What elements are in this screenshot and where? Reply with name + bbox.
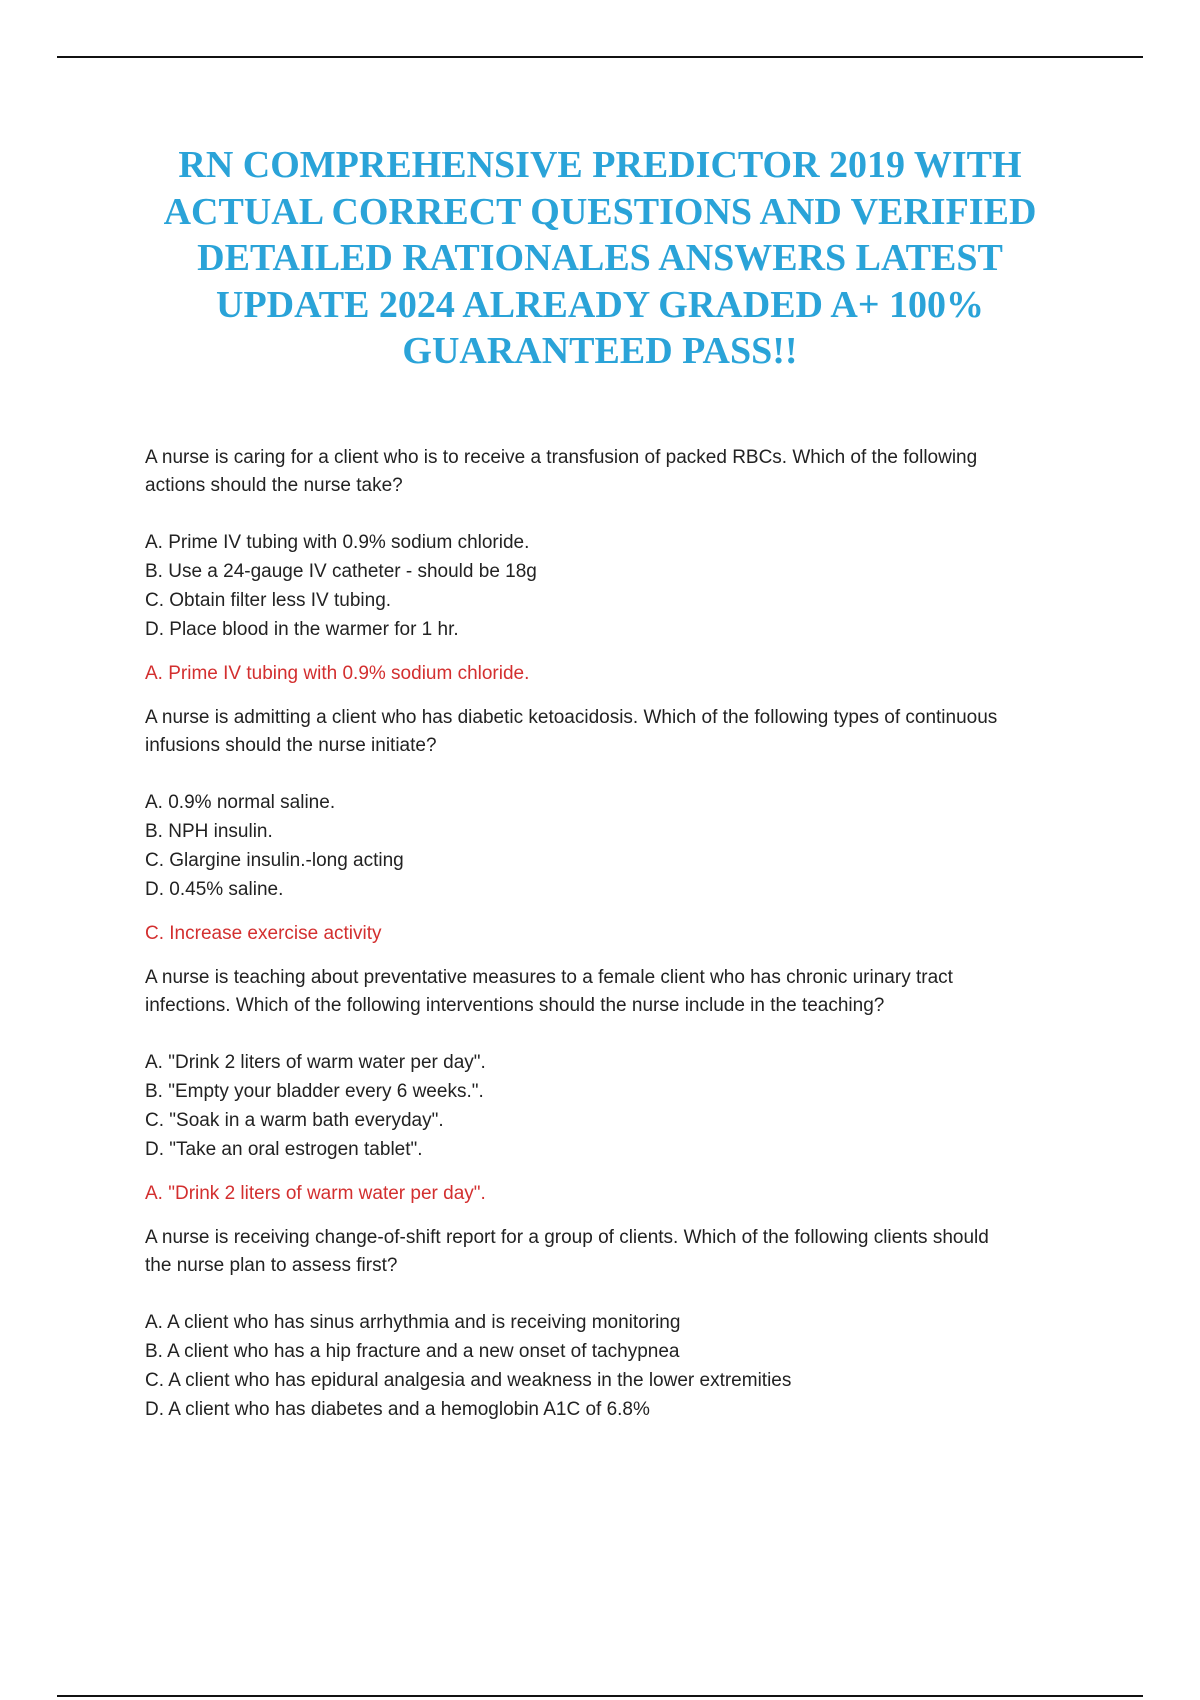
question-line: the nurse plan to assess first? bbox=[145, 1255, 398, 1276]
title-line: RN COMPREHENSIVE PREDICTOR 2019 WITH bbox=[178, 144, 1022, 186]
options-list bbox=[145, 1308, 1080, 1424]
question-text bbox=[145, 964, 1080, 1020]
option-b: B. Use a 24-gauge IV catheter - should be 18g bbox=[145, 561, 537, 582]
question-line: infections. Which of the following interventions should the nurse include in the teaching? bbox=[145, 995, 885, 1016]
question-line: A nurse is caring for a client who is to receive a transfusion of packed RBCs. Which of the following bbox=[145, 447, 978, 468]
options-list bbox=[145, 528, 1080, 644]
question-line: A nurse is receiving change-of-shift report for a group of clients. Which of the following clients should bbox=[145, 1227, 989, 1248]
option-d: D. "Take an oral estrogen tablet". bbox=[145, 1139, 423, 1160]
option-a: A. 0.9% normal saline. bbox=[145, 792, 336, 813]
option-a: A. A client who has sinus arrhythmia and is receiving monitoring bbox=[145, 1312, 681, 1333]
option-c: C. "Soak in a warm bath everyday". bbox=[145, 1110, 444, 1131]
question-block-3 bbox=[145, 964, 1080, 1208]
option-c: C. A client who has epidural analgesia and weakness in the lower extremities bbox=[145, 1370, 792, 1391]
answer-text: A. Prime IV tubing with 0.9% sodium chloride. bbox=[145, 663, 530, 684]
option-a: A. Prime IV tubing with 0.9% sodium chloride. bbox=[145, 532, 530, 553]
option-a: A. "Drink 2 liters of warm water per day". bbox=[145, 1052, 486, 1073]
question-line: A nurse is teaching about preventative measures to a female client who has chronic urinary tract bbox=[145, 967, 953, 988]
question-text bbox=[145, 704, 1080, 760]
question-block-4 bbox=[145, 1224, 1080, 1424]
option-b: B. "Empty your bladder every 6 weeks.". bbox=[145, 1081, 484, 1102]
bottom-rule bbox=[57, 1695, 1143, 1697]
top-rule bbox=[57, 56, 1143, 58]
option-b: B. NPH insulin. bbox=[145, 821, 273, 842]
question-line: A nurse is admitting a client who has diabetic ketoacidosis. Which of the following types of continuous bbox=[145, 707, 998, 728]
option-d: D. A client who has diabetes and a hemoglobin A1C of 6.8% bbox=[145, 1399, 650, 1420]
question-block-2 bbox=[145, 704, 1080, 948]
options-list bbox=[145, 1048, 1080, 1164]
title-line: ACTUAL CORRECT QUESTIONS AND VERIFIED bbox=[163, 190, 1037, 233]
questions-list bbox=[145, 444, 1080, 1424]
question-text bbox=[145, 1224, 1080, 1280]
option-c: C. Obtain filter less IV tubing. bbox=[145, 590, 392, 611]
question-block-1 bbox=[145, 444, 1080, 688]
document-title bbox=[120, 142, 1080, 375]
title-line: DETAILED RATIONALES ANSWERS LATEST bbox=[197, 237, 1003, 279]
options-list bbox=[145, 788, 1080, 904]
option-c: C. Glargine insulin.-long acting bbox=[145, 850, 404, 871]
option-d: D. 0.45% saline. bbox=[145, 879, 284, 900]
answer-text: C. Increase exercise activity bbox=[145, 923, 382, 944]
title-line: GUARANTEED PASS!! bbox=[402, 330, 798, 372]
question-line: actions should the nurse take? bbox=[145, 475, 403, 496]
question-text bbox=[145, 444, 1080, 500]
answer-text: A. "Drink 2 liters of warm water per day". bbox=[145, 1183, 486, 1204]
question-line: infusions should the nurse initiate? bbox=[145, 735, 437, 756]
title-line: UPDATE 2024 ALREADY GRADED A+ 100% bbox=[216, 283, 984, 326]
option-d: D. Place blood in the warmer for 1 hr. bbox=[145, 619, 459, 640]
option-b: B. A client who has a hip fracture and a new onset of tachypnea bbox=[145, 1341, 680, 1362]
